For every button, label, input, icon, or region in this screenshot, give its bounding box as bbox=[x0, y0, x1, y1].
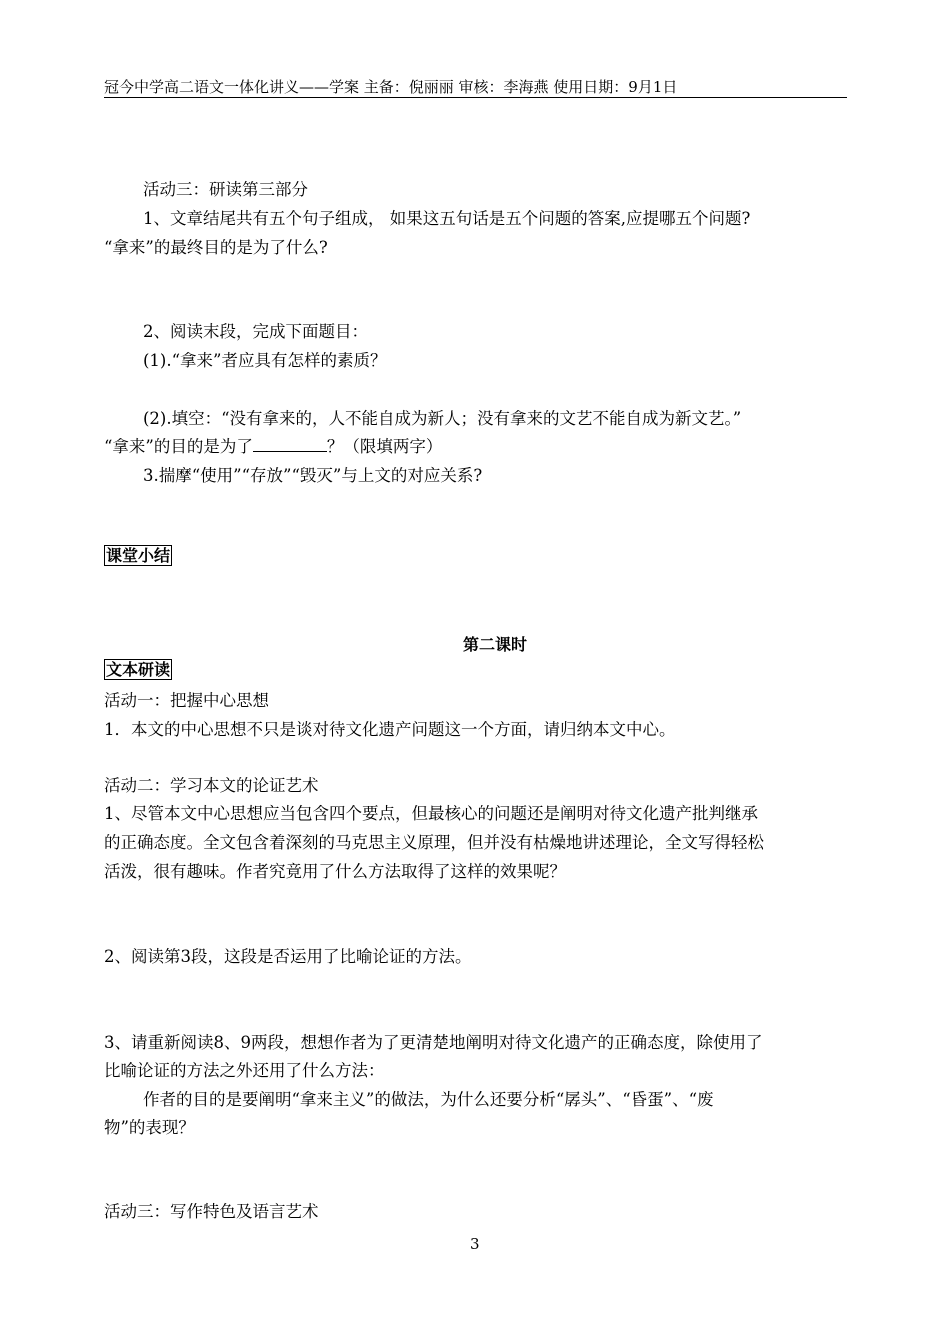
question-1-line-1: 1、文章结尾共有五个句子组成， 如果这五句话是五个问题的答案,应提哪五个问题? bbox=[143, 209, 751, 228]
activity2-question-3-line-1: 3、请重新阅读8、9两段，想想作者为了更清楚地阐明对待文化遗产的正确态度，除使用了 bbox=[104, 1033, 763, 1052]
page-number: 3 bbox=[470, 1235, 480, 1253]
activity2-title: 活动二：学习本文的论证艺术 bbox=[104, 776, 319, 795]
question-2-sub-1: (1).“拿来”者应具有怎样的素质？ bbox=[143, 351, 387, 370]
fill-blank[interactable] bbox=[253, 437, 327, 452]
fill-prefix: “拿来”的目的是为了 bbox=[104, 437, 253, 456]
activity2-question-1-line-3: 活泼，很有趣味。作者究竟用了什么方法取得了这样的效果呢？ bbox=[104, 862, 566, 881]
activity2-question-3-line-2: 比喻论证的方法之外还用了什么方法： bbox=[104, 1061, 385, 1080]
lesson-2-title: 第二课时 bbox=[463, 635, 528, 654]
page-header: 冠今中学高二语文一体化讲义——学案 主备：倪丽丽 审核：李海燕 使用日期：9月1日 bbox=[104, 78, 678, 96]
class-summary-label: 课堂小结 bbox=[106, 546, 171, 565]
text-study-label: 文本研读 bbox=[106, 660, 171, 679]
activity1-question-1: 1．本文的中心思想不只是谈对待文化遗产问题这一个方面，请归纳本文中心。 bbox=[104, 720, 676, 739]
activity3-title: 活动三：研读第三部分 bbox=[143, 180, 308, 199]
question-2-title: 2、阅读末段，完成下面题目： bbox=[143, 322, 368, 341]
question-2-sub-2: (2).填空：“没有拿来的，人不能自成为新人；没有拿来的文艺不能自成为新文艺。” bbox=[143, 409, 742, 428]
activity2-question-1-line-2: 的正确态度。全文包含着深刻的马克思主义原理，但并没有枯燥地讲述理论，全文写得轻松 bbox=[104, 833, 764, 852]
question-1-line-2: “拿来”的最终目的是为了什么? bbox=[104, 238, 328, 257]
activity1-title: 活动一：把握中心思想 bbox=[104, 691, 269, 710]
activity2-question-1-line-1: 1、尽管本文中心思想应当包含四个要点，但最核心的问题还是阐明对待文化遗产批判继承 bbox=[104, 804, 758, 823]
activity2-question-2: 2、阅读第3段，这段是否运用了比喻论证的方法。 bbox=[104, 947, 472, 966]
activity2-question-3-line-4: 物”的表现？ bbox=[104, 1118, 195, 1137]
header-rule bbox=[104, 97, 847, 98]
fill-suffix: ？（限填两字） bbox=[326, 437, 443, 456]
activity2-question-3-line-3: 作者的目的是要阐明“拿来主义”的做法，为什么还要分析“孱头”、“昏蛋”、“废 bbox=[143, 1090, 714, 1109]
question-2-fill-line bbox=[104, 433, 442, 457]
activity3-writing-title: 活动三：写作特色及语言艺术 bbox=[104, 1202, 319, 1221]
question-3: 3.揣摩“使用”“存放”“毁灭”与上文的对应关系? bbox=[143, 466, 483, 485]
